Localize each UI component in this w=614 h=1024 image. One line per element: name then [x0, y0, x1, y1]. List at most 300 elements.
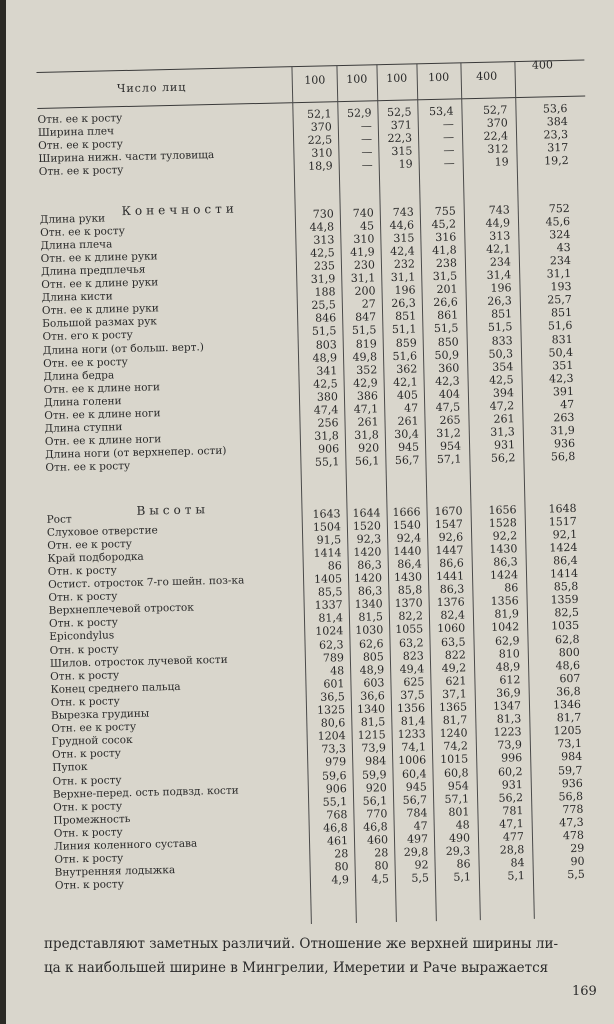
- cell-value: 1215: [357, 728, 386, 743]
- cell-value: 47,1: [353, 402, 379, 416]
- cell-value: 81,9: [494, 607, 520, 622]
- row-label: Отн. ее к росту: [47, 537, 133, 552]
- cell-value: 405: [396, 388, 419, 402]
- row-label: Верхнеплечевой отросток: [48, 601, 194, 618]
- cell-value: 1359: [550, 593, 579, 607]
- cell-value: 86: [456, 857, 471, 871]
- header-count: 100: [428, 70, 450, 85]
- cell-value: 23,3: [543, 128, 569, 142]
- row-label: Рост: [46, 512, 72, 526]
- cell-value: 62,6: [358, 636, 384, 651]
- cell-value: 315: [393, 231, 415, 245]
- cell-value: 5,5: [411, 871, 430, 885]
- cell-value: 82,2: [398, 609, 424, 624]
- cell-value: 55,1: [314, 455, 340, 470]
- cell-value: 56,7: [402, 793, 428, 807]
- cell-value: 22,4: [483, 129, 509, 144]
- cell-value: 51,1: [391, 322, 417, 337]
- cell-value: 625: [403, 675, 425, 689]
- cell-value: 1346: [552, 697, 582, 712]
- cell-value: 47: [560, 397, 575, 412]
- cell-value: 36,6: [360, 689, 385, 703]
- cell-value: 954: [439, 439, 462, 454]
- row-label: Отн. ее к длине руки: [41, 302, 159, 318]
- cell-value: 312: [487, 142, 509, 157]
- cell-value: 19: [398, 157, 413, 172]
- cell-value: 201: [436, 282, 458, 297]
- cell-value: 86,3: [357, 558, 382, 572]
- cell-value: 92,6: [438, 530, 464, 544]
- cell-value: 313: [489, 228, 511, 243]
- cell-value: 85,8: [397, 583, 423, 598]
- cell-value: 45,2: [431, 217, 457, 231]
- cell-value: 945: [397, 440, 420, 455]
- cell-value: 497: [406, 832, 429, 846]
- cell-value: 57,1: [444, 792, 470, 806]
- cell-value: 41,9: [350, 245, 375, 259]
- cell-value: 51,5: [433, 321, 459, 336]
- cell-value: 1430: [393, 570, 423, 585]
- cell-value: 317: [547, 141, 569, 155]
- row-label: Отн. ее к длине руки: [41, 276, 159, 291]
- cell-value: 1035: [551, 619, 580, 633]
- cell-value: 48,9: [312, 350, 338, 365]
- cell-value: 51,5: [487, 320, 513, 335]
- row-label: Пупок: [52, 761, 88, 775]
- cell-value: 743: [488, 202, 510, 217]
- cell-value: 362: [396, 362, 418, 376]
- cell-value: 25,7: [547, 293, 572, 307]
- cell-value: 27: [361, 297, 376, 311]
- row-label: Длина ноги (от больш. верт.): [42, 340, 205, 357]
- cell-value: 1430: [489, 542, 518, 556]
- cell-value: 1024: [315, 624, 344, 639]
- cell-value: 1325: [316, 703, 346, 717]
- cell-value: 31,4: [486, 268, 512, 282]
- cell-value: 86: [327, 559, 342, 573]
- cell-value: 310: [353, 232, 375, 246]
- cell-value: 265: [439, 413, 461, 428]
- cell-value: 48: [330, 663, 345, 678]
- cell-value: 1666: [392, 504, 421, 519]
- cell-value: 52,1: [306, 107, 332, 121]
- row-label: Отн. его к росту: [42, 329, 133, 344]
- cell-value: 18,9: [308, 159, 333, 174]
- cell-value: 1356: [396, 701, 426, 715]
- cell-value: 490: [448, 831, 471, 845]
- cell-value: 1670: [434, 503, 463, 518]
- cell-value: 784: [406, 806, 428, 820]
- cell-value: 36,5: [320, 690, 345, 704]
- cell-value: 805: [362, 649, 384, 664]
- cell-value: 800: [558, 645, 580, 659]
- cell-value: 1376: [436, 595, 465, 610]
- cell-value: 62,9: [494, 633, 520, 648]
- cell-value: 196: [490, 281, 512, 295]
- cell-value: 740: [352, 205, 374, 220]
- cell-value: 906: [317, 442, 340, 456]
- cell-value: 41,8: [432, 243, 457, 257]
- cell-value: 847: [355, 310, 377, 325]
- row-label: Отн. ее к росту: [51, 720, 137, 735]
- cell-value: 46,8: [363, 820, 388, 834]
- cell-value: 56,2: [490, 451, 516, 466]
- cell-value: 1356: [490, 594, 519, 609]
- cell-value: 29: [570, 841, 585, 856]
- cell-value: 945: [405, 779, 427, 794]
- row-label: Длина голени: [43, 395, 122, 409]
- cell-value: 1424: [489, 568, 519, 582]
- cell-value: 80: [334, 860, 349, 874]
- cell-value: 31,8: [314, 429, 339, 443]
- cell-value: 256: [317, 416, 339, 430]
- row-label: Остист. отросток 7-го шейн. поз-ка: [48, 574, 245, 591]
- cell-value: —: [360, 119, 372, 133]
- cell-value: —: [442, 117, 454, 131]
- cell-value: 931: [493, 438, 516, 453]
- cell-value: 4,5: [371, 872, 390, 886]
- cell-value: 86,3: [439, 582, 465, 597]
- book-page: [6, 0, 614, 1024]
- cell-value: 778: [562, 802, 584, 817]
- cell-value: 42,4: [390, 244, 415, 258]
- cell-value: 44,8: [309, 219, 335, 234]
- cell-value: 752: [548, 201, 570, 215]
- cell-value: 384: [546, 115, 568, 129]
- cell-value: 1420: [353, 545, 382, 559]
- cell-value: —: [443, 143, 455, 158]
- row-label: Промежность: [53, 812, 131, 827]
- cell-value: 1643: [312, 506, 341, 521]
- cell-value: 822: [444, 647, 466, 662]
- cell-value: 1547: [434, 517, 464, 531]
- cell-value: —: [443, 156, 455, 171]
- row-label: Отн. к росту: [50, 695, 120, 709]
- cell-value: 31,5: [432, 269, 458, 284]
- row-label: Отн. ее к росту: [40, 224, 125, 239]
- cell-value: 5,1: [507, 869, 526, 883]
- cell-value: 833: [491, 333, 513, 348]
- cell-value: 996: [501, 751, 523, 766]
- cell-value: 51,6: [392, 349, 418, 363]
- row-label: Отн. ее к росту: [37, 112, 123, 126]
- cell-value: 81,7: [442, 713, 468, 728]
- row-label: Линия коленного сустава: [53, 837, 198, 853]
- cell-value: 60,4: [401, 766, 427, 781]
- cell-value: 931: [501, 777, 523, 792]
- cell-value: 936: [553, 437, 576, 451]
- cell-value: 370: [310, 120, 332, 134]
- cell-value: 36,9: [496, 686, 521, 700]
- cell-value: 86: [504, 581, 519, 595]
- cell-value: 1520: [352, 518, 382, 533]
- cell-value: 315: [391, 144, 413, 159]
- cell-value: 859: [395, 335, 417, 350]
- cell-value: 612: [499, 672, 521, 687]
- cell-value: 851: [550, 306, 573, 320]
- row-label: Ширина нижн. части туловища: [38, 149, 215, 166]
- cell-value: 47,5: [435, 400, 461, 415]
- cell-value: 789: [322, 650, 345, 665]
- cell-value: 1240: [439, 726, 468, 741]
- cell-value: 47: [413, 819, 428, 833]
- cell-value: 310: [311, 146, 333, 161]
- cell-value: 42,3: [548, 371, 574, 386]
- page-number: 169: [572, 984, 597, 999]
- row-label: Длина кисти: [41, 290, 113, 305]
- cell-value: 770: [366, 807, 388, 821]
- row-label: Отн. ее к длине ноги: [43, 381, 161, 396]
- cell-value: 51,6: [547, 319, 573, 333]
- cell-value: 196: [394, 283, 416, 298]
- cell-value: 53,6: [542, 101, 568, 116]
- row-label: Отн. к росту: [48, 616, 119, 631]
- cell-value: 29,3: [445, 844, 471, 859]
- cell-value: 92,4: [396, 531, 422, 545]
- cell-value: 25,5: [311, 298, 337, 313]
- cell-value: 351: [552, 358, 574, 373]
- cell-value: 478: [562, 828, 585, 843]
- cell-value: 5,1: [453, 870, 472, 885]
- cell-value: 36,8: [556, 684, 581, 699]
- row-label: Грудной сосок: [51, 734, 133, 749]
- cell-value: 46,8: [323, 821, 348, 835]
- cell-value: 1540: [392, 517, 422, 532]
- cell-value: 850: [437, 334, 459, 349]
- cell-value: 50,9: [434, 348, 460, 362]
- cell-value: 42,3: [434, 374, 460, 388]
- cell-value: 56,8: [558, 789, 584, 804]
- row-label: Большой размах рук: [42, 315, 158, 331]
- cell-value: 386: [356, 389, 379, 403]
- row-label: Край подбородка: [47, 550, 144, 565]
- cell-value: 1424: [549, 540, 578, 555]
- cell-value: 50,4: [548, 345, 574, 360]
- cell-value: 341: [316, 363, 338, 378]
- cell-value: 235: [313, 259, 336, 273]
- cell-value: 80,6: [320, 716, 346, 730]
- cell-value: 28: [374, 846, 389, 860]
- cell-value: 4,9: [331, 873, 350, 887]
- cell-value: 84: [510, 856, 525, 870]
- cell-value: 621: [445, 674, 467, 688]
- cell-value: 26,3: [391, 296, 416, 311]
- cell-value: 48,9: [495, 659, 521, 674]
- cell-value: 81,4: [318, 611, 344, 626]
- cell-value: 28: [334, 847, 349, 861]
- row-label: Ширина плеч: [37, 125, 115, 140]
- row-label: Вырезка грудины: [50, 707, 150, 722]
- cell-value: 63,5: [440, 634, 466, 649]
- cell-value: 59,7: [557, 763, 583, 777]
- row-label: Длина предплечья: [40, 263, 146, 278]
- cell-value: 47,3: [559, 815, 584, 830]
- cell-value: 261: [397, 414, 419, 428]
- row-label: Отн. к росту: [51, 747, 122, 762]
- cell-value: 29,8: [403, 845, 429, 859]
- cell-value: 48: [455, 818, 470, 832]
- cell-value: 851: [490, 307, 513, 322]
- cell-value: 1042: [491, 620, 520, 635]
- row-label: Отн. к росту: [47, 564, 117, 578]
- row-label: Шилов. отросток лучевой кости: [49, 653, 228, 670]
- cell-value: 92,3: [356, 531, 382, 546]
- cell-value: 42,1: [485, 242, 511, 256]
- cell-value: 1337: [314, 598, 343, 613]
- cell-value: 56,1: [354, 454, 380, 469]
- row-label: Отн. к росту: [49, 642, 119, 657]
- header-count: 100: [386, 71, 408, 86]
- cell-value: 91,5: [316, 532, 342, 547]
- cell-value: 1006: [398, 753, 427, 768]
- cell-value: 360: [438, 361, 460, 375]
- cell-value: 74,1: [401, 740, 427, 755]
- cell-value: 81,5: [360, 715, 386, 729]
- cell-value: 37,1: [442, 687, 467, 701]
- cell-value: 31,1: [546, 266, 572, 281]
- cell-value: 49,4: [399, 662, 425, 676]
- cell-value: 30,4: [394, 427, 419, 442]
- cell-value: 477: [502, 830, 525, 844]
- cell-value: 920: [357, 441, 380, 456]
- cell-value: 238: [435, 256, 458, 270]
- cell-value: 59,9: [361, 767, 387, 782]
- cell-value: 263: [553, 410, 575, 425]
- cell-value: 28,8: [499, 843, 525, 857]
- cell-value: 1060: [437, 621, 466, 636]
- cell-value: 48,9: [359, 662, 385, 677]
- cell-value: 92,2: [492, 528, 518, 543]
- cell-value: 62,3: [318, 637, 344, 652]
- row-label: Длина ноги (от верхнепер. ости): [45, 445, 227, 462]
- cell-value: 1414: [549, 566, 579, 581]
- row-label: Отн. ее к росту: [38, 164, 124, 179]
- row-label: Длина плеча: [40, 238, 113, 252]
- cell-value: 90: [570, 854, 585, 869]
- row-label: Отн. к росту: [54, 852, 124, 866]
- cell-value: 45,6: [545, 214, 571, 229]
- cell-value: 82,4: [440, 608, 466, 623]
- cell-value: 1340: [356, 702, 386, 716]
- row-label: Конец среднего пальца: [50, 680, 181, 696]
- cell-value: 313: [313, 232, 335, 247]
- cell-value: 82,5: [554, 606, 580, 620]
- cell-value: 31,9: [310, 272, 336, 286]
- cell-value: 31,9: [550, 424, 575, 438]
- row-label: Длина бедра: [43, 368, 115, 383]
- row-label: Epicondylus: [49, 629, 115, 644]
- cell-value: 831: [551, 332, 573, 346]
- cell-value: 1030: [355, 623, 384, 638]
- cell-value: 43: [556, 240, 571, 255]
- cell-value: 51,5: [311, 324, 337, 339]
- cell-value: 73,1: [557, 737, 583, 751]
- cell-value: 810: [498, 646, 520, 661]
- cell-value: 234: [489, 255, 512, 269]
- cell-value: 1420: [353, 571, 383, 585]
- cell-value: —: [360, 132, 373, 146]
- cell-value: 56,8: [550, 450, 576, 464]
- section-title-heights: Высоты: [136, 502, 210, 518]
- anthropometric-table: [36, 38, 604, 930]
- cell-value: 19: [494, 155, 509, 170]
- row-label: Длина ступни: [44, 421, 123, 435]
- cell-value: 56,1: [362, 793, 388, 808]
- cell-value: 380: [316, 390, 339, 404]
- cell-value: 352: [356, 363, 378, 377]
- cell-value: 1656: [488, 502, 517, 517]
- cell-value: 85,8: [553, 579, 579, 594]
- cell-value: 730: [312, 206, 334, 221]
- header-count: 400: [476, 69, 498, 84]
- cell-value: 42,1: [392, 375, 418, 389]
- cell-value: 42,5: [313, 377, 338, 391]
- cell-value: 31,2: [436, 426, 461, 441]
- row-label: Отн. ее к росту: [42, 355, 128, 370]
- cell-value: 1405: [313, 572, 343, 586]
- cell-value: 261: [357, 415, 379, 429]
- cell-value: 234: [549, 253, 572, 268]
- cell-value: 404: [438, 387, 461, 401]
- cell-value: 391: [552, 384, 575, 399]
- cell-value: 261: [493, 412, 515, 426]
- cell-value: 59,6: [321, 768, 347, 783]
- cell-value: 1223: [493, 725, 522, 739]
- cell-value: 743: [392, 204, 414, 219]
- row-label: Отн. к росту: [52, 773, 122, 788]
- cell-value: 73,9: [361, 741, 387, 756]
- cell-value: 5,5: [567, 868, 585, 882]
- cell-value: 22,5: [307, 133, 333, 148]
- cell-value: 1414: [313, 545, 342, 560]
- cell-value: 42,5: [310, 246, 335, 260]
- cell-value: 56,7: [394, 453, 420, 468]
- header-count: 100: [304, 73, 326, 87]
- cell-value: 44,9: [485, 215, 511, 230]
- cell-value: 1528: [488, 515, 517, 530]
- cell-value: 461: [326, 834, 349, 848]
- cell-value: 603: [363, 676, 385, 690]
- cell-value: 394: [492, 386, 515, 400]
- cell-value: 60,8: [443, 765, 469, 780]
- cell-value: 193: [550, 280, 572, 294]
- cell-value: 22,3: [387, 131, 413, 146]
- cell-value: 31,3: [490, 425, 515, 439]
- row-label: Отн. к росту: [53, 799, 123, 814]
- cell-value: 55,1: [322, 794, 348, 809]
- cell-value: 52,5: [386, 105, 412, 120]
- cell-value: 50,3: [488, 346, 514, 361]
- cell-value: 74,2: [443, 739, 469, 754]
- cell-value: 86,3: [493, 555, 518, 569]
- cell-value: 1441: [435, 569, 465, 584]
- cell-value: 1370: [394, 596, 423, 611]
- cell-value: 1340: [354, 597, 383, 612]
- cell-value: 31,1: [350, 271, 376, 285]
- cell-value: 1055: [395, 622, 424, 637]
- cell-value: 861: [436, 308, 459, 323]
- cell-value: 44,6: [389, 218, 415, 232]
- cell-value: 803: [315, 337, 337, 352]
- cell-value: 1015: [440, 752, 469, 767]
- cell-value: 81,7: [556, 710, 582, 725]
- cell-value: —: [361, 158, 373, 173]
- cell-value: 47: [404, 401, 419, 415]
- section-title-limbs: Конечности: [121, 201, 238, 219]
- cell-value: 906: [325, 781, 347, 796]
- row-label: Длина руки: [39, 211, 106, 226]
- cell-value: 316: [435, 230, 457, 244]
